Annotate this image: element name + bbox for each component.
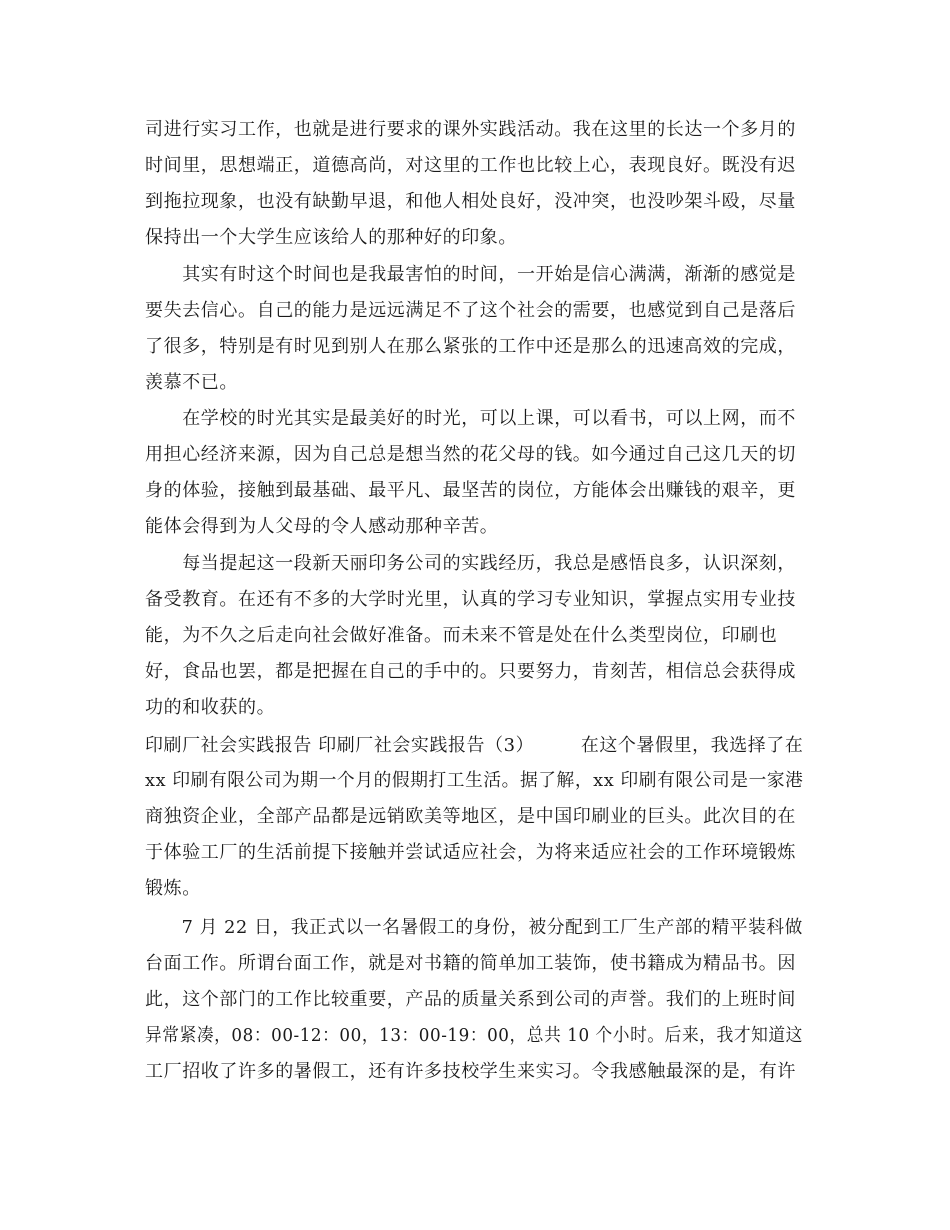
text-line: 每当提起这一段新天丽印务公司的实践经历，我总是感悟良多，认识深刻， xyxy=(145,553,796,574)
text-line: 商独资企业，全部产品都是远销欧美等地区，是中国印刷业的巨头。此次目的在 xyxy=(145,806,796,827)
text-line: 羡慕不已。 xyxy=(145,372,238,393)
text-line: 功的和收获的。 xyxy=(145,697,276,718)
text-line: 工厂招收了许多的暑假工，还有许多技校学生来实习。令我感触最深的是，有许 xyxy=(145,1061,796,1082)
text-line: 于体验工厂的生活前提下接触并尝试适应社会，为将来适应社会的工作环境锻炼 xyxy=(145,842,796,863)
text-line: 锻炼。 xyxy=(145,878,201,899)
text-line: 备受教育。在还有不多的大学时光里，认真的学习专业知识，掌握点实用专业技 xyxy=(145,589,796,610)
text-line: 印刷厂社会实践报告 印刷厂社会实践报告（3） 在这个暑假里，我选择了在 xyxy=(145,735,804,756)
text-line: 用担心经济来源，因为自己总是想当然的花父母的钱。如今通过自己这几天的切 xyxy=(145,444,796,465)
text-line: 好，食品也罢，都是把握在自己的手中的。只要努力，肯刻苦，相信总会获得成 xyxy=(145,661,796,682)
text-line: 台面工作。所谓台面工作，就是对书籍的简单加工装饰，使书籍成为精品书。因 xyxy=(145,953,796,974)
text-line: 时间里，思想端正，道德高尚，对这里的工作也比较上心，表现良好。既没有迟 xyxy=(145,155,796,176)
text-line: 能体会得到为人父母的令人感动那种辛苦。 xyxy=(145,516,499,537)
text-line: 能，为不久之后走向社会做好准备。而未来不管是处在什么类型岗位，印刷也 xyxy=(145,625,778,646)
text-line: 了很多，特别是有时见到别人在那么紧张的工作中还是那么的迅速高效的完成， xyxy=(145,336,796,357)
text-line: 其实有时这个时间也是我最害怕的时间，一开始是信心满满，渐渐的感觉是 xyxy=(145,264,796,285)
text-line: xx 印刷有限公司为期一个月的假期打工生活。据了解，xx 印刷有限公司是一家港 xyxy=(145,770,804,791)
text-line: 在学校的时光其实是最美好的时光，可以上课，可以看书，可以上网，而不 xyxy=(145,408,796,429)
text-line: 到拖拉现象，也没有缺勤早退，和他人相处良好，没冲突，也没吵架斗殴，尽量 xyxy=(145,191,796,212)
text-line: 7 月 22 日，我正式以一名暑假工的身份，被分配到工厂生产部的精平装科做 xyxy=(145,917,803,938)
text-line: 要失去信心。自己的能力是远远满足不了这个社会的需要，也感觉到自己是落后 xyxy=(145,300,796,321)
text-line: 此，这个部门的工作比较重要，产品的质量关系到公司的声誉。我们的上班时间 xyxy=(145,989,796,1010)
text-line: 身的体验，接触到最基础、最平凡、最坚苦的岗位，方能体会出赚钱的艰辛，更 xyxy=(145,480,796,501)
text-line: 保持出一个大学生应该给人的那种好的印象。 xyxy=(145,227,517,248)
text-line: 异常紧凑，08：00-12：00，13：00-19：00，总共 10 个小时。后来，我才知道这 xyxy=(145,1025,803,1046)
text-line: 司进行实习工作，也就是进行要求的课外实践活动。我在这里的长达一个多月的 xyxy=(145,119,796,140)
